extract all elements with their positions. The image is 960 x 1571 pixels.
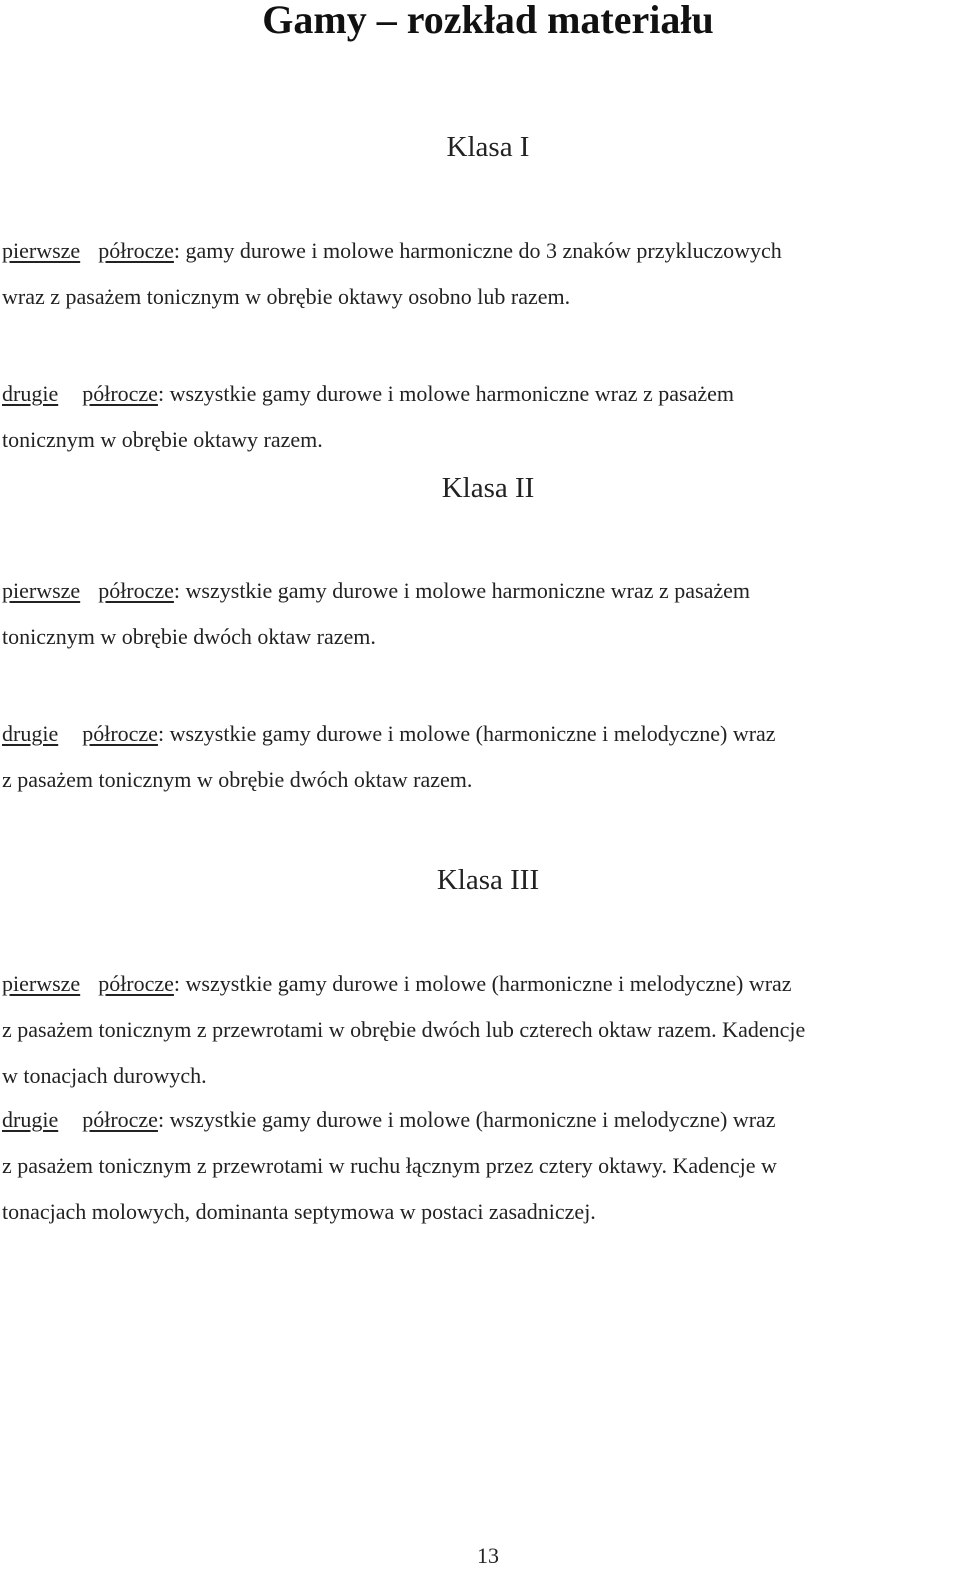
colon: : [173, 238, 181, 263]
paragraph-text: wszystkie gamy durowe i molowe harmoniczne wraz z pasażem [164, 381, 735, 406]
class-3-second-half [2, 1097, 960, 1235]
class-2-heading: Klasa II [441, 472, 535, 504]
term-word: pierwsze [2, 238, 81, 263]
paragraph-line [2, 568, 960, 614]
paragraph-line: z pasażem tonicznym w obrębie dwóch oktaw razem. [2, 767, 473, 792]
term-word: półrocze [82, 721, 158, 746]
paragraph-text: wszystkie gamy durowe i molowe (harmoniczne i melodyczne) wraz [180, 971, 792, 996]
class-2-second-half [2, 711, 960, 803]
term-word: półrocze [82, 1107, 158, 1132]
term-word: pierwsze [2, 578, 81, 603]
class-1-second-half [2, 371, 960, 463]
term-second-half [2, 381, 158, 406]
paragraph-line: z pasażem tonicznym z przewrotami w obrębie dwóch lub czterech oktaw razem. Kadencje [2, 1017, 806, 1042]
term-word: półrocze [98, 238, 174, 263]
colon: : [157, 1107, 165, 1132]
colon: : [157, 721, 165, 746]
class-3-heading: Klasa III [436, 864, 540, 896]
class-1-first-half [2, 228, 960, 320]
paragraph-text: wszystkie gamy durowe i molowe (harmoniczne i melodyczne) wraz [164, 721, 776, 746]
term-word: drugie [2, 1107, 59, 1132]
paragraph-line: tonicznym w obrębie dwóch oktaw razem. [2, 624, 376, 649]
paragraph-line: wraz z pasażem tonicznym w obrębie oktawy osobno lub razem. [2, 284, 571, 309]
class-3-first-half [2, 961, 960, 1099]
paragraph-line [2, 371, 960, 417]
paragraph-text: wszystkie gamy durowe i molowe (harmoniczne i melodyczne) wraz [164, 1107, 776, 1132]
term-second-half [2, 1107, 158, 1132]
term-word: półrocze [98, 578, 174, 603]
term-second-half [2, 721, 158, 746]
paragraph-text: wszystkie gamy durowe i molowe harmoniczne wraz z pasażem [180, 578, 751, 603]
page-number: 13 [477, 1543, 499, 1568]
paragraph-line: tonicznym w obrębie oktawy razem. [2, 427, 323, 452]
paragraph-line [2, 228, 960, 274]
paragraph-line: z pasażem tonicznym z przewrotami w ruchu łącznym przez cztery oktawy. Kadencje w [2, 1153, 777, 1178]
colon: : [173, 578, 181, 603]
term-first-half [2, 578, 174, 603]
term-word: półrocze [82, 381, 158, 406]
paragraph-line [2, 1097, 960, 1143]
class-1-heading: Klasa I [446, 131, 530, 163]
page-title: Gamy – rozkład materiału [262, 0, 714, 42]
colon: : [173, 971, 181, 996]
term-first-half [2, 238, 174, 263]
term-first-half [2, 971, 174, 996]
paragraph-line [2, 961, 960, 1007]
paragraph-line: tonacjach molowych, dominanta septymowa w postaci zasadniczej. [2, 1199, 596, 1224]
paragraph-line [2, 711, 960, 757]
term-word: pierwsze [2, 971, 81, 996]
term-word: drugie [2, 721, 59, 746]
class-2-first-half [2, 568, 960, 660]
colon: : [157, 381, 165, 406]
term-word: półrocze [98, 971, 174, 996]
paragraph-line: w tonacjach durowych. [2, 1063, 207, 1088]
paragraph-text: gamy durowe i molowe harmoniczne do 3 znaków przykluczowych [180, 238, 782, 263]
term-word: drugie [2, 381, 59, 406]
